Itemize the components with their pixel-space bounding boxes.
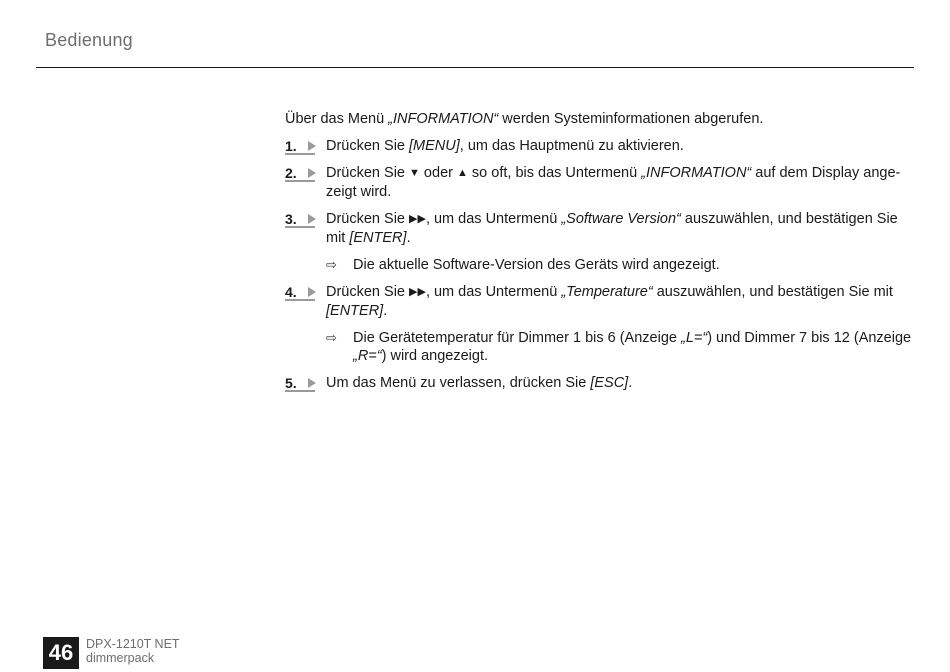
menu-name: „INFORMATION“ [641,165,752,181]
section-title: Bedienung [45,30,133,50]
step-4-result [285,329,917,365]
step-text: , um das Untermenü [425,284,562,300]
step-number: 1. [285,138,297,154]
step-text: auszuwählen, und bestätigen Sie mit [326,211,898,246]
step-text: , um das Hauptmenü zu aktivieren. [459,138,684,154]
step-text: . [628,375,633,391]
step-2 [285,164,917,201]
result-arrow-icon: ⇨ [326,330,337,345]
step-number: 4. [285,284,297,300]
display-label: „L=“ [681,330,708,346]
step-arrow-icon [308,214,316,224]
page-number: 46 [43,637,79,669]
key-label: [ESC] [590,375,629,391]
step-text: so oft, bis das Untermenü [467,165,642,181]
step-text: oder [419,165,457,181]
step-number: 3. [285,211,297,227]
step-4 [285,283,917,320]
result-arrow-icon: ⇨ [326,257,337,272]
step-5 [285,374,917,392]
header-divider [36,67,914,68]
up-triangle-icon: ▲ [457,167,468,179]
fast-forward-icon: ▶▶ [409,213,426,225]
step-text: Drücken Sie [326,211,410,227]
key-label: [MENU] [409,138,460,154]
step-text: . [383,303,388,319]
display-label: „R=“ [353,348,382,364]
step-1 [285,137,917,155]
step-underline [285,299,315,301]
step-text: auszuwählen, und bestätigen Sie mit [652,284,893,300]
intro-menu-name: „INFORMATION“ [388,111,499,127]
instructions-content [285,110,917,401]
step-arrow-icon [308,168,316,178]
result-text: Die Gerätetemperatur für Dimmer 1 bis 6 (Anzeige [353,330,681,346]
menu-name: „Software Version“ [561,211,681,227]
step-underline [285,180,315,182]
step-text: Drücken Sie [326,165,410,181]
step-3-result [285,256,917,274]
step-underline [285,390,315,392]
step-arrow-icon [308,287,316,297]
step-number: 5. [285,375,297,391]
key-label: [ENTER] [326,303,384,319]
product-model: DPX-1210T NET [86,637,180,651]
step-text: Drücken Sie [326,284,410,300]
footer-product-name [86,637,180,665]
intro-text-end: werden Systeminformationen abgerufen. [498,111,764,127]
menu-name: „Temperature“ [561,284,653,300]
result-text: ) wird angezeigt. [381,348,488,364]
down-triangle-icon: ▼ [409,167,420,179]
result-text: Die aktuelle Software-Version des Geräts wird angezeigt. [353,257,720,273]
step-text: auf dem Display ange-zeigt wird. [326,165,901,200]
step-text: Drücken Sie [326,138,410,154]
step-arrow-icon [308,141,316,151]
result-text: ) und Dimmer 7 bis 12 (Anzeige [707,330,912,346]
fast-forward-icon: ▶▶ [409,286,426,298]
step-underline [285,226,315,228]
step-arrow-icon [308,378,316,388]
step-number: 2. [285,165,297,181]
step-text: , um das Untermenü [425,211,562,227]
product-type: dimmerpack [86,651,155,665]
step-text: Um das Menü zu verlassen, drücken Sie [326,375,591,391]
step-text: . [406,230,411,246]
key-label: [ENTER] [349,230,407,246]
intro-text: Über das Menü [285,111,389,127]
step-3 [285,210,917,247]
step-underline [285,153,315,155]
intro-paragraph [285,110,917,128]
